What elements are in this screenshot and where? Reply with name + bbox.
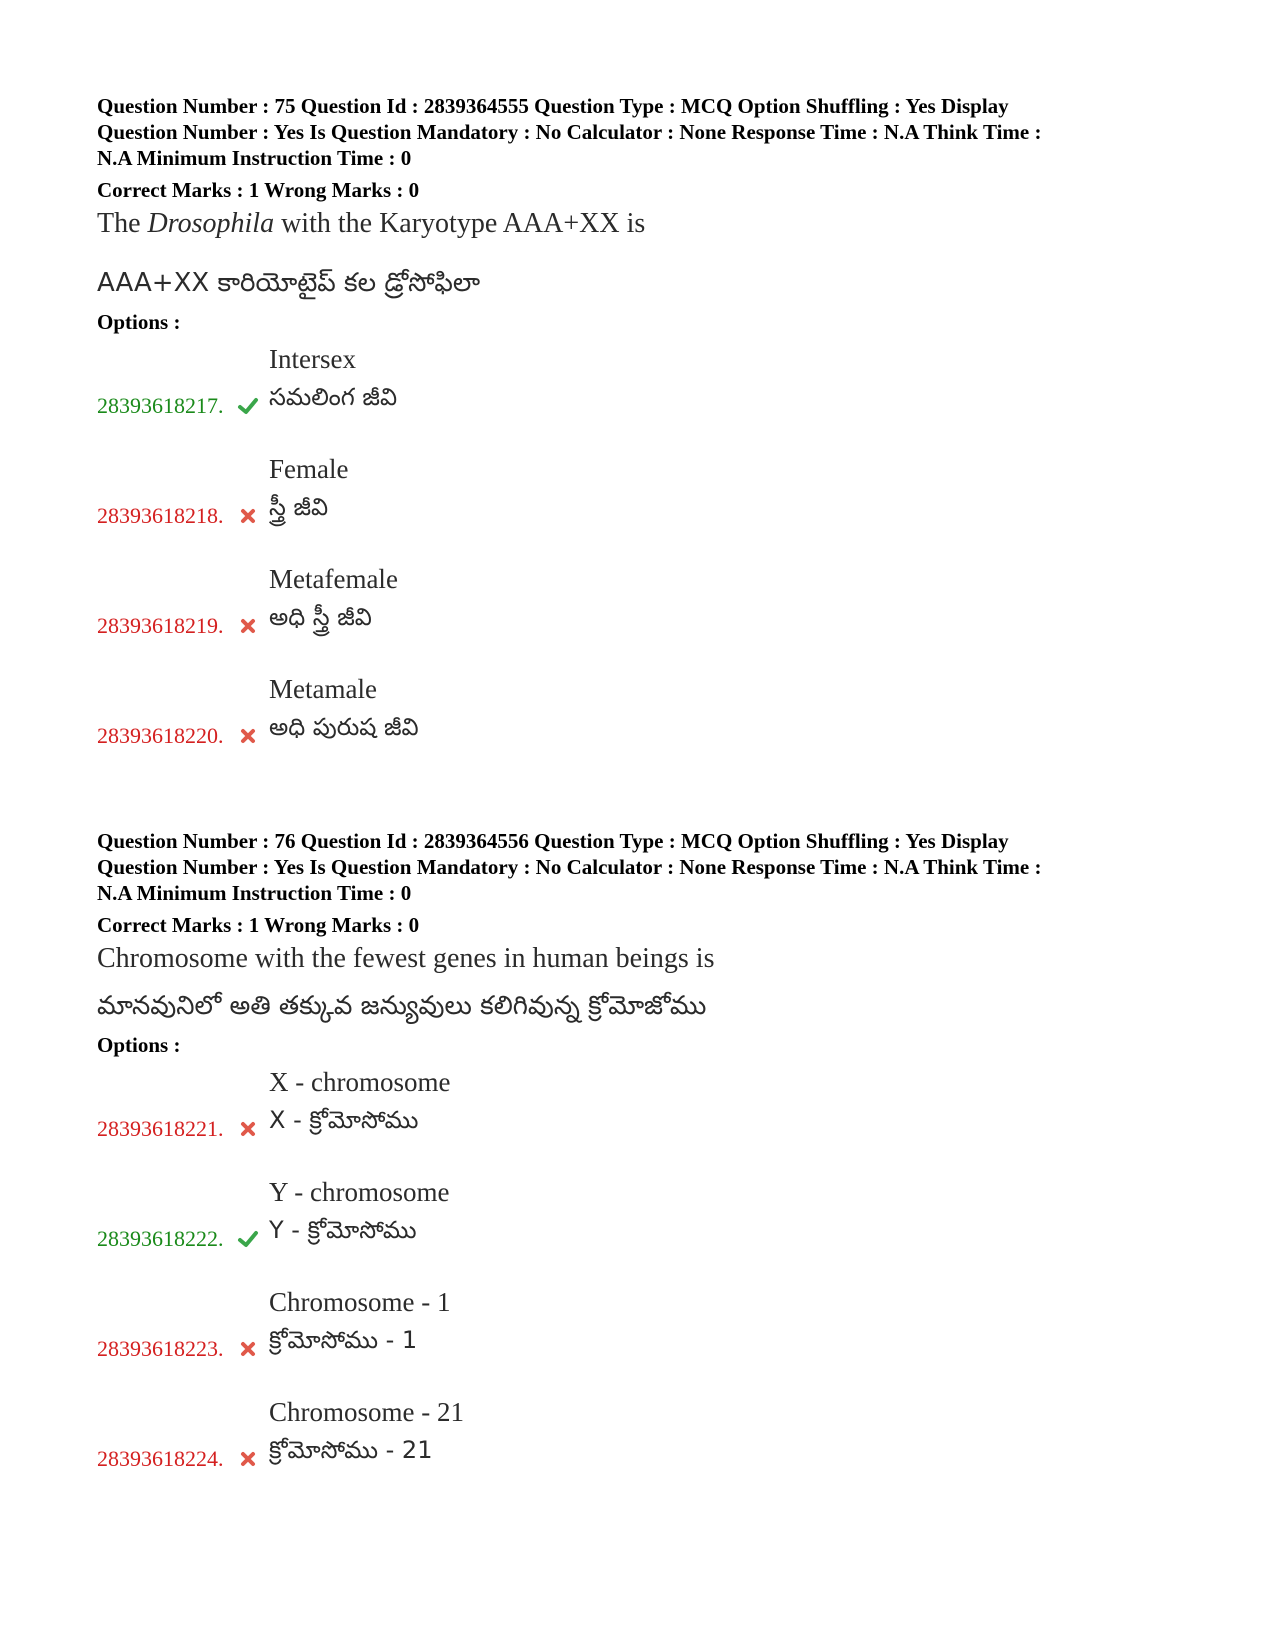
option (97, 343, 1197, 453)
question-meta-line-3: N.A Minimum Instruction Time : 0 (97, 146, 412, 170)
option-id: 28393618223. (97, 1336, 224, 1361)
question-text-en (97, 207, 1197, 241)
question-text-en: Chromosome with the fewest genes in human beings is (97, 943, 715, 974)
question-meta-line-1: Question Number : 76 Question Id : 2839364556 Question Type : MCQ Option Shuffling : Yes Display (97, 829, 1009, 853)
option-text-en: Y - chromosome (269, 1177, 450, 1207)
option-text-te: సమలింగ జీవి (269, 383, 398, 411)
option (97, 1286, 1197, 1396)
option (97, 563, 1197, 673)
option-text-te: అధి పురుష జీవి (269, 713, 419, 741)
option (97, 1176, 1197, 1286)
option (97, 453, 1197, 563)
check-icon (237, 395, 259, 417)
option-text-te: క్రోమోసోము - 21 (269, 1436, 433, 1464)
options-label: Options : (97, 310, 181, 334)
option-text-en: Female (269, 454, 349, 484)
cross-icon (237, 1338, 259, 1360)
question-text-en-species: Drosophila (147, 208, 275, 239)
option-text-en: X - chromosome (269, 1067, 451, 1097)
option-text-te: అధి స్త్రీ జీవి (269, 603, 372, 631)
cross-icon (237, 505, 259, 527)
cross-icon (237, 725, 259, 747)
question-text-te: మానవునిలో అతి తక్కువ జన్యువులు కలిగివున్న క్రోమోజోము (97, 991, 707, 1021)
option-id: 28393618218. (97, 503, 224, 528)
option-id: 28393618224. (97, 1446, 224, 1471)
question-meta-line-3: N.A Minimum Instruction Time : 0 (97, 881, 412, 905)
option-id: 28393618222. (97, 1226, 224, 1251)
option-text-en: Chromosome - 21 (269, 1397, 464, 1427)
question-marks: Correct Marks : 1 Wrong Marks : 0 (97, 178, 420, 202)
option-text-te: Y - క్రోమోసోము (269, 1216, 417, 1244)
option-text-en: Metamale (269, 674, 377, 704)
option (97, 1066, 1197, 1176)
options-label: Options : (97, 1033, 181, 1057)
option-id: 28393618219. (97, 613, 224, 638)
question-marks: Correct Marks : 1 Wrong Marks : 0 (97, 913, 420, 937)
option-id: 28393618221. (97, 1116, 224, 1141)
cross-icon (237, 1448, 259, 1470)
option (97, 673, 1197, 783)
question-text-te: AAA+XX కారియోటైప్ కల డ్రోసోఫిలా (97, 268, 481, 298)
option-text-te: క్రోమోసోము - 1 (269, 1326, 418, 1354)
cross-icon (237, 615, 259, 637)
option-text-en: Intersex (269, 344, 356, 374)
question-meta-line-2: Question Number : Yes Is Question Mandatory : No Calculator : None Response Time : N.A Think Time : (97, 855, 1042, 879)
question-text-en-pre: The (97, 208, 148, 239)
question-76 (97, 828, 1197, 1506)
option-text-te: X - క్రోమోసోము (269, 1106, 419, 1134)
question-meta-line-1: Question Number : 75 Question Id : 2839364555 Question Type : MCQ Option Shuffling : Yes Display (97, 94, 1009, 118)
option-id: 28393618220. (97, 723, 224, 748)
question-meta-line-2: Question Number : Yes Is Question Mandatory : No Calculator : None Response Time : N.A Think Time : (97, 120, 1042, 144)
cross-icon (237, 1118, 259, 1140)
question-75 (97, 93, 1197, 783)
option-text-en: Chromosome - 1 (269, 1287, 451, 1317)
option-text-en: Metafemale (269, 564, 398, 594)
check-icon (237, 1228, 259, 1250)
option-text-te: స్త్రీ జీవి (269, 493, 329, 521)
option-id: 28393618217. (97, 393, 224, 418)
option (97, 1396, 1197, 1506)
question-text-en-post: with the Karyotype AAA+XX is (274, 208, 646, 239)
